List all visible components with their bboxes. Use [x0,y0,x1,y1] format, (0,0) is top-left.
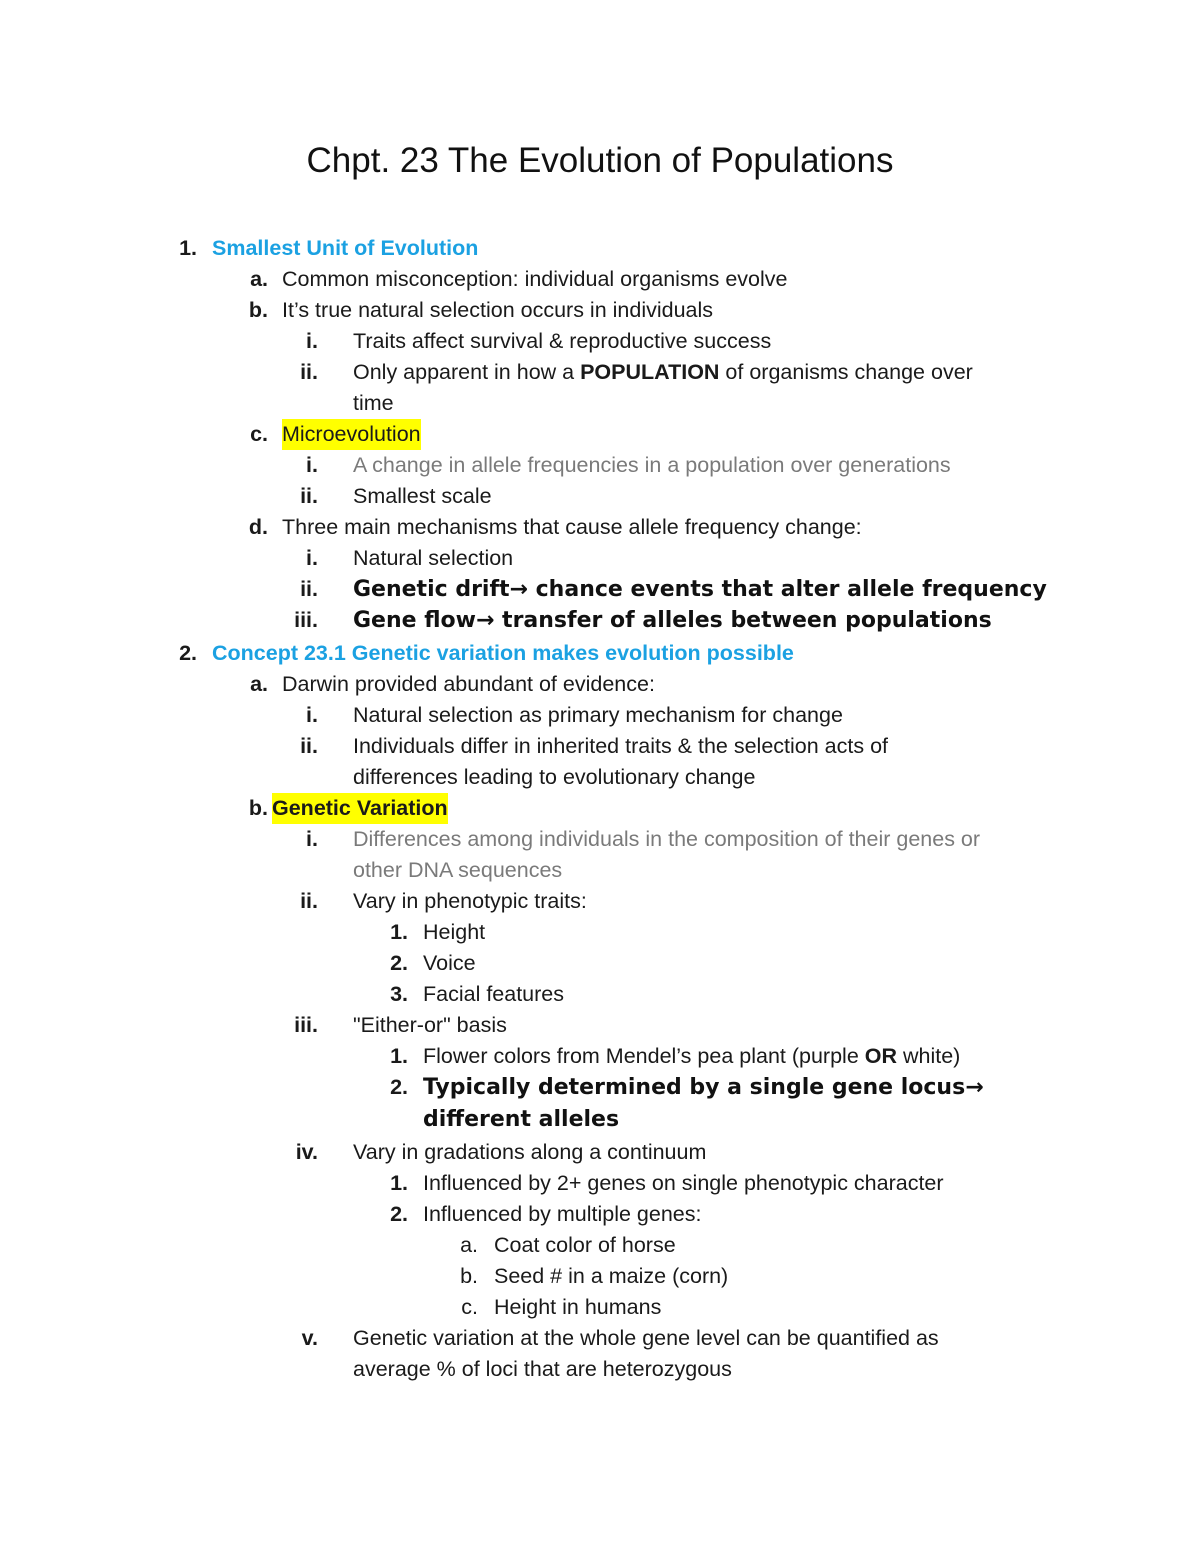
list-marker: i. [306,827,318,851]
list-marker: 2. [390,951,408,975]
list-marker: ii. [300,889,318,913]
list-item-text: Three main mechanisms that cause allele frequency change: [282,515,862,539]
highlighted-term: Microevolution [282,419,421,450]
list-item-text: Vary in phenotypic traits: [353,889,587,913]
list-marker: iii. [294,1013,318,1037]
list-item-text: Genetic drift→ chance events that alter allele frequency [353,577,1047,602]
list-marker: c. [461,1295,478,1319]
list-marker: iv. [295,1140,318,1164]
list-item-text: Typically determined by a single gene locus→ [423,1075,984,1100]
list-marker: iii. [294,608,318,632]
emphasis-text: POPULATION [580,360,720,384]
list-marker: b. [460,1264,478,1288]
list-item-text: "Either-or" basis [353,1013,507,1037]
section-heading-text: Smallest Unit of Evolution [212,236,479,260]
list-item-text: Voice [423,951,476,975]
list-item-text: Seed # in a maize (corn) [494,1264,729,1288]
list-marker: ii. [300,734,318,758]
list-item-text: Genetic variation at the whole gene level can be quantified as [353,1326,939,1350]
text-run: of organisms change over [719,360,973,384]
list-item-text: Smallest scale [353,484,492,508]
definition-text: Differences among individuals in the composition of their genes or [353,827,981,851]
list-marker: a. [250,672,268,696]
list-item-text: Coat color of horse [494,1233,676,1257]
text-run: white) [897,1044,961,1068]
list-item-text: Influenced by 2+ genes on single phenotypic character [423,1171,944,1195]
page-title: Chpt. 23 The Evolution of Populations [306,141,894,180]
list-marker: ii. [300,577,318,601]
list-marker: b. [248,796,268,820]
list-item-text: differences leading to evolutionary change [353,765,756,789]
list-item-text: time [353,391,394,415]
emphasis-text: OR [864,1044,897,1068]
list-marker: i. [306,329,318,353]
list-item-text: Gene flow→ transfer of alleles between populations [353,608,992,633]
list-item-text: Darwin provided abundant of evidence: [282,672,655,696]
list-item-text: Facial features [423,982,565,1006]
list-item-text: Individuals differ in inherited traits & the selection acts of [353,734,889,758]
list-marker: 2. [390,1075,408,1099]
list-marker: 3. [390,982,408,1006]
list-item-text: Natural selection [353,546,514,570]
list-marker: 2. [179,641,197,665]
list-item-text [423,1041,960,1072]
text-run: Only apparent in how a [353,360,581,384]
list-marker: b. [248,298,268,322]
list-item-text: Natural selection as primary mechanism for change [353,703,843,727]
list-item-text: average % of loci that are heterozygous [353,1357,732,1381]
list-marker: a. [250,267,268,291]
list-marker: c. [250,422,268,446]
list-marker: 1. [179,236,197,260]
list-marker: 1. [390,1171,408,1195]
list-item-text: Influenced by multiple genes: [423,1202,702,1226]
list-item-text: Traits affect survival & reproductive success [353,329,772,353]
list-marker: ii. [300,360,318,384]
section-heading-text: Concept 23.1 Genetic variation makes evolution possible [212,641,794,665]
text-run: Flower colors from Mendel’s pea plant (purple [423,1044,865,1068]
definition-text: A change in allele frequencies in a population over generations [353,453,951,477]
list-item-text: Height [423,920,486,944]
definition-text: other DNA sequences [353,858,563,882]
list-marker: i. [306,703,318,727]
highlighted-term: Genetic Variation [272,793,448,824]
list-marker: d. [248,515,268,539]
list-marker: 1. [390,1044,408,1068]
list-marker: a. [460,1233,478,1257]
list-marker: 2. [390,1202,408,1226]
list-marker: i. [306,453,318,477]
list-item-text: Height in humans [494,1295,662,1319]
list-marker: ii. [300,484,318,508]
list-item-text: It’s true natural selection occurs in individuals [282,298,714,322]
list-marker: i. [306,546,318,570]
list-item-text [353,357,973,388]
list-marker: v. [301,1326,318,1350]
list-item-text: Vary in gradations along a continuum [353,1140,707,1164]
list-item-text: different alleles [423,1107,620,1132]
list-item-text: Common misconception: individual organisms evolve [282,267,788,291]
list-marker: 1. [390,920,408,944]
